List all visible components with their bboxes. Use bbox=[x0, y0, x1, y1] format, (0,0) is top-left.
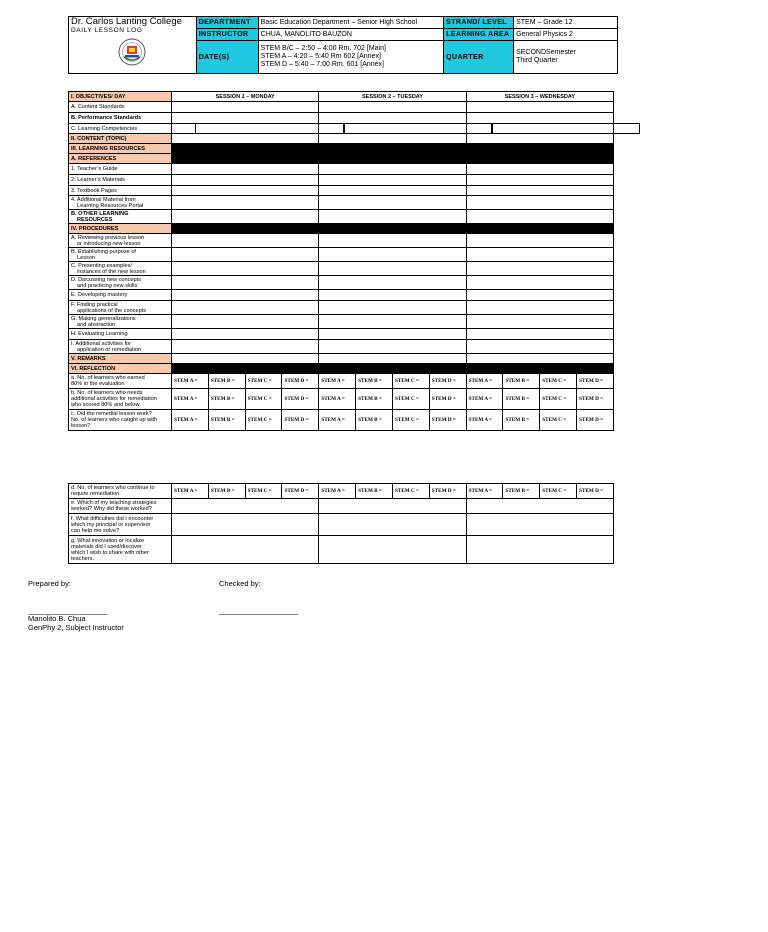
cell[interactable] bbox=[319, 329, 466, 340]
row-label bbox=[69, 210, 172, 224]
school-block bbox=[69, 17, 197, 74]
procedure-label bbox=[69, 248, 172, 262]
stem-count-cell[interactable]: STEM B = bbox=[208, 374, 245, 389]
stem-count-cell[interactable]: STEM C = bbox=[540, 410, 577, 431]
row-label: 1. Teacher’s Guide bbox=[69, 164, 172, 175]
label-line: f. What difficulties did I encounter bbox=[71, 515, 154, 522]
cell[interactable] bbox=[466, 248, 613, 262]
cell[interactable] bbox=[319, 234, 466, 248]
cell[interactable] bbox=[319, 301, 466, 315]
signature-line-left: ___________________ bbox=[28, 606, 108, 615]
stem-count-cell[interactable]: STEM A = bbox=[319, 410, 356, 431]
stem-count-cell[interactable]: STEM A = bbox=[172, 389, 209, 410]
procedure-label bbox=[69, 276, 172, 290]
stem-count-cell[interactable]: STEM C = bbox=[540, 374, 577, 389]
label-line: teachers. bbox=[71, 555, 95, 562]
competency-extra-box[interactable] bbox=[491, 123, 640, 134]
row-label-line: RESOURCES bbox=[77, 216, 113, 223]
preparer-name: Manolito B. Chua bbox=[28, 614, 86, 623]
stem-count-cell[interactable]: STEM C = bbox=[245, 389, 282, 410]
prepared-by-label: Prepared by: bbox=[28, 579, 71, 588]
cell[interactable] bbox=[172, 536, 319, 564]
procedure-line: H. Evaluating Learning bbox=[71, 331, 128, 337]
quarter-value bbox=[514, 41, 618, 74]
reflection-c-label bbox=[69, 410, 172, 431]
stem-count-cell[interactable]: STEM D = bbox=[429, 374, 466, 389]
row-label-line: Learning Resources Portal bbox=[77, 202, 144, 209]
learning-area-value: General Physics 2 bbox=[514, 29, 618, 41]
cell[interactable] bbox=[172, 340, 319, 354]
row-label: A. Content Standards bbox=[69, 102, 172, 113]
label-line: g. What innovation or localize bbox=[71, 537, 145, 544]
content-topic-heading: II. CONTENT (TOPIC) bbox=[69, 134, 172, 144]
label-line: materials did I used/discover bbox=[71, 543, 142, 550]
cell[interactable] bbox=[319, 175, 466, 186]
row-label-line: B. OTHER LEARNING bbox=[71, 210, 129, 217]
stem-count-cell[interactable]: STEM A = bbox=[466, 389, 503, 410]
stem-count-cell[interactable]: STEM A = bbox=[172, 374, 209, 389]
stem-count-cell[interactable]: STEM D = bbox=[282, 410, 319, 431]
cell[interactable] bbox=[172, 234, 319, 248]
stem-count-cell[interactable]: STEM C = bbox=[540, 484, 577, 499]
procedure-label bbox=[69, 262, 172, 276]
session-2-header: SESSION 2 – TUESDAY bbox=[319, 92, 466, 102]
label-line: worked? Why did these worked? bbox=[71, 506, 152, 512]
session-3-header: SESSION 3 – WEDNESDAY bbox=[466, 92, 613, 102]
cell[interactable] bbox=[466, 514, 613, 536]
procedures-heading: IV. PROCEDURES bbox=[69, 224, 172, 234]
strand-value: STEM – Grade 12 bbox=[514, 17, 618, 29]
stem-count-cell[interactable]: STEM A = bbox=[172, 410, 209, 431]
procedure-line: E. Developing mastery bbox=[71, 292, 128, 298]
stem-count-cell[interactable]: STEM B = bbox=[356, 484, 393, 499]
stem-count-cell[interactable]: STEM C = bbox=[540, 389, 577, 410]
label-line: can help me solve? bbox=[71, 527, 120, 534]
lesson-log-header bbox=[68, 16, 618, 74]
cell[interactable] bbox=[172, 276, 319, 290]
procedure-line: A. Reviewing previous lesson bbox=[71, 234, 145, 241]
cell[interactable] bbox=[466, 196, 613, 210]
stem-count-cell[interactable]: STEM A = bbox=[172, 484, 209, 499]
competency-extra-box[interactable] bbox=[343, 123, 493, 134]
cell[interactable] bbox=[319, 210, 466, 224]
stem-count-cell[interactable]: STEM A = bbox=[319, 484, 356, 499]
cell[interactable] bbox=[172, 315, 319, 329]
cell[interactable] bbox=[466, 315, 613, 329]
cell[interactable] bbox=[172, 102, 319, 113]
shaded-cell bbox=[466, 144, 613, 154]
checked-by-label: Checked by: bbox=[219, 579, 261, 588]
stem-count-cell[interactable]: STEM B = bbox=[208, 410, 245, 431]
cell[interactable] bbox=[319, 262, 466, 276]
cell[interactable] bbox=[172, 186, 319, 196]
instructor-label: INSTRUCTOR bbox=[196, 29, 258, 41]
stem-count-cell[interactable]: STEM B = bbox=[503, 410, 540, 431]
procedure-label bbox=[69, 290, 172, 301]
stem-count-cell[interactable]: STEM D = bbox=[577, 410, 614, 431]
procedure-line: D. Discussing new concepts bbox=[71, 276, 141, 283]
cell[interactable] bbox=[319, 315, 466, 329]
row-label bbox=[69, 196, 172, 210]
cell[interactable] bbox=[466, 354, 613, 364]
cell[interactable] bbox=[466, 329, 613, 340]
shaded-cell bbox=[319, 144, 466, 154]
stem-count-cell[interactable]: STEM C = bbox=[392, 374, 429, 389]
shaded-cell bbox=[172, 144, 319, 154]
learning-area-label: LEARNING AREA bbox=[444, 29, 514, 41]
date-line: STEM D – 5:40 – 7:00 Rm. 601 [Annex] bbox=[260, 61, 384, 68]
shaded-cell bbox=[319, 364, 466, 374]
label-line: d. No. of learners who continue to bbox=[71, 485, 155, 491]
date-line: STEM A – 4:20 – 5:40 Rm 602 [Annex] bbox=[260, 53, 381, 60]
cell[interactable] bbox=[319, 340, 466, 354]
stem-count-cell[interactable]: STEM B = bbox=[208, 389, 245, 410]
procedure-line: or introducing new lesson bbox=[77, 240, 141, 247]
procedure-line: instances of the new lesson bbox=[77, 268, 146, 275]
cell[interactable] bbox=[466, 536, 613, 564]
stem-count-cell[interactable]: STEM B = bbox=[503, 374, 540, 389]
cell[interactable] bbox=[172, 248, 319, 262]
stem-count-cell[interactable]: STEM D = bbox=[282, 389, 319, 410]
reflection-a-label bbox=[69, 374, 172, 389]
cell[interactable] bbox=[319, 536, 466, 564]
cell[interactable] bbox=[319, 290, 466, 301]
shaded-cell bbox=[319, 224, 466, 234]
stem-count-cell[interactable]: STEM D = bbox=[429, 389, 466, 410]
procedure-label bbox=[69, 315, 172, 329]
cell[interactable] bbox=[319, 499, 466, 514]
reflection-f-label bbox=[69, 514, 172, 536]
reflection-g-label bbox=[69, 536, 172, 564]
stem-count-cell[interactable]: STEM D = bbox=[429, 484, 466, 499]
cell[interactable] bbox=[319, 134, 466, 144]
label-line: additional activities for remediation bbox=[71, 396, 157, 402]
cell[interactable] bbox=[466, 499, 613, 514]
stem-count-cell[interactable]: STEM D = bbox=[577, 389, 614, 410]
cell[interactable] bbox=[319, 276, 466, 290]
cell[interactable] bbox=[319, 102, 466, 113]
stem-count-cell[interactable]: STEM A = bbox=[319, 389, 356, 410]
shaded-cell bbox=[172, 224, 319, 234]
label-line: c. Did the remedial lesson work? bbox=[71, 411, 152, 417]
stem-count-cell[interactable]: STEM D = bbox=[429, 410, 466, 431]
shaded-cell bbox=[172, 154, 319, 164]
competency-extra-box[interactable] bbox=[195, 123, 345, 134]
references-heading: A. REFERENCES bbox=[69, 154, 172, 164]
cell[interactable] bbox=[172, 301, 319, 315]
stem-count-cell[interactable]: STEM D = bbox=[577, 374, 614, 389]
stem-count-cell[interactable]: STEM C = bbox=[245, 374, 282, 389]
row-label: C. Learning Competencies bbox=[69, 124, 172, 134]
stem-count-cell[interactable]: STEM A = bbox=[466, 484, 503, 499]
procedure-line: G. Making generalizations bbox=[71, 315, 136, 322]
cell[interactable] bbox=[466, 134, 613, 144]
stem-count-cell[interactable]: STEM A = bbox=[466, 410, 503, 431]
department-value: Basic Education Department – Senior High School bbox=[258, 17, 444, 29]
stem-count-cell[interactable]: STEM B = bbox=[208, 484, 245, 499]
cell[interactable] bbox=[319, 514, 466, 536]
stem-count-cell[interactable]: STEM B = bbox=[356, 389, 393, 410]
stem-count-cell[interactable]: STEM C = bbox=[392, 484, 429, 499]
label-line: lesson? bbox=[71, 423, 91, 429]
row-label-line: 4. Additional Material from bbox=[71, 196, 136, 203]
quarter-label: QUARTER bbox=[444, 41, 514, 74]
procedure-label bbox=[69, 340, 172, 354]
cell[interactable] bbox=[172, 210, 319, 224]
procedure-line: B. Establishing purpose of bbox=[71, 248, 136, 255]
cell[interactable] bbox=[172, 134, 319, 144]
log-type: DAILY LESSON LOG bbox=[71, 27, 143, 34]
label-line: b. No. of learners who needs bbox=[71, 390, 143, 396]
procedure-label bbox=[69, 329, 172, 340]
cell[interactable] bbox=[172, 113, 319, 124]
procedure-line: application or remediation bbox=[77, 346, 142, 353]
cell[interactable] bbox=[466, 290, 613, 301]
stem-count-cell[interactable]: STEM D = bbox=[577, 484, 614, 499]
cell[interactable] bbox=[319, 196, 466, 210]
cell[interactable] bbox=[172, 329, 319, 340]
stem-count-cell[interactable]: STEM C = bbox=[245, 410, 282, 431]
date-line: STEM B/C – 2:50 – 4:00 Rm. 702 [Main] bbox=[260, 45, 386, 52]
stem-count-cell[interactable]: STEM D = bbox=[282, 484, 319, 499]
cell[interactable] bbox=[319, 248, 466, 262]
cell[interactable] bbox=[466, 262, 613, 276]
cell[interactable] bbox=[466, 210, 613, 224]
reflection-table-continued bbox=[68, 483, 614, 564]
remarks-heading: V. REMARKS bbox=[69, 354, 172, 364]
cell[interactable] bbox=[172, 290, 319, 301]
cell[interactable] bbox=[319, 113, 466, 124]
shaded-cell bbox=[466, 364, 613, 374]
procedure-label bbox=[69, 234, 172, 248]
row-label: 3. Textbook Pages bbox=[69, 186, 172, 196]
reflection-d-label bbox=[69, 484, 172, 499]
shaded-cell bbox=[319, 154, 466, 164]
label-line: 80% in the evaluation bbox=[71, 381, 125, 387]
seal-logo bbox=[71, 37, 194, 69]
stem-count-cell[interactable]: STEM C = bbox=[245, 484, 282, 499]
cell[interactable] bbox=[466, 340, 613, 354]
semester-line: SECONDSemester bbox=[516, 49, 576, 56]
label-line: which I wish to share with other bbox=[71, 549, 149, 556]
stem-count-cell[interactable]: STEM C = bbox=[392, 410, 429, 431]
cell[interactable] bbox=[466, 276, 613, 290]
signature-line-right: ___________________ bbox=[219, 606, 299, 615]
label-line: which my principal or supervisor bbox=[71, 521, 151, 528]
cell[interactable] bbox=[466, 234, 613, 248]
reflection-b-label bbox=[69, 389, 172, 410]
shaded-cell bbox=[466, 224, 613, 234]
procedure-line: Lesson bbox=[77, 254, 96, 261]
stem-count-cell[interactable]: STEM D = bbox=[282, 374, 319, 389]
cell[interactable] bbox=[466, 102, 613, 113]
procedure-line: I. Additional activities for bbox=[71, 340, 132, 347]
quarter-line: Third Quarter bbox=[516, 57, 558, 64]
reflection-heading: VI. REFLECTION bbox=[69, 364, 172, 374]
cell[interactable] bbox=[172, 164, 319, 175]
stem-count-cell[interactable]: STEM A = bbox=[466, 374, 503, 389]
procedure-line: F. Finding practical bbox=[71, 301, 118, 308]
label-line: No. of learners who caught up with bbox=[71, 417, 158, 423]
shaded-cell bbox=[172, 364, 319, 374]
stem-count-cell[interactable]: STEM C = bbox=[392, 389, 429, 410]
cell[interactable] bbox=[466, 186, 613, 196]
cell[interactable] bbox=[172, 262, 319, 276]
instructor-value: CHUA, MANOLITO BAUZON bbox=[258, 29, 444, 41]
cell[interactable] bbox=[319, 186, 466, 196]
procedure-line: and practicing new skills bbox=[77, 282, 138, 289]
session-1-header: SESSION 1 – MONDAY bbox=[172, 92, 319, 102]
procedure-label bbox=[69, 301, 172, 315]
stem-count-cell[interactable]: STEM B = bbox=[503, 389, 540, 410]
label-line: e. Which of my teaching strategies bbox=[71, 500, 157, 506]
procedure-line: applications of the concepts bbox=[77, 307, 147, 314]
cell[interactable] bbox=[172, 499, 319, 514]
procedure-line: C. Presenting examples/ bbox=[71, 262, 132, 269]
cell[interactable] bbox=[466, 164, 613, 175]
school-name: Dr. Carlos Lanting College bbox=[71, 16, 182, 27]
stem-count-cell[interactable]: STEM A = bbox=[319, 374, 356, 389]
stem-count-cell[interactable]: STEM B = bbox=[356, 374, 393, 389]
procedure-line: and abstraction bbox=[77, 321, 116, 328]
dates-value bbox=[258, 41, 444, 74]
row-label: 2. Learner’s Materials bbox=[69, 175, 172, 186]
department-label: DEPARTMENT bbox=[196, 17, 258, 29]
cell[interactable] bbox=[466, 301, 613, 315]
strand-label: STRAND/ LEVEL bbox=[444, 17, 514, 29]
learning-resources-heading: III. LEARNING RESOURCES bbox=[69, 144, 172, 154]
preparer-title: GenPhy 2, Subject Instructor bbox=[28, 623, 124, 632]
objectives-heading: I. OBJECTIVES/ DAY bbox=[69, 92, 172, 102]
shaded-cell bbox=[466, 154, 613, 164]
label-line: who scored 80% and below bbox=[71, 402, 140, 408]
cell[interactable] bbox=[172, 175, 319, 186]
reflection-e-label bbox=[69, 499, 172, 514]
dates-label: DATE(S) bbox=[196, 41, 258, 74]
cell[interactable] bbox=[466, 113, 613, 124]
label-line: a. No. of learners who earned bbox=[71, 375, 145, 381]
cell[interactable] bbox=[319, 354, 466, 364]
cell[interactable] bbox=[466, 175, 613, 186]
cell[interactable] bbox=[172, 514, 319, 536]
row-label: B. Performance Standards bbox=[69, 113, 172, 124]
stem-count-cell[interactable]: STEM B = bbox=[356, 410, 393, 431]
cell[interactable] bbox=[172, 354, 319, 364]
daily-log-table bbox=[68, 91, 614, 431]
label-line: require remediation bbox=[71, 491, 120, 497]
cell[interactable] bbox=[172, 196, 319, 210]
stem-count-cell[interactable]: STEM B = bbox=[503, 484, 540, 499]
cell[interactable] bbox=[319, 164, 466, 175]
